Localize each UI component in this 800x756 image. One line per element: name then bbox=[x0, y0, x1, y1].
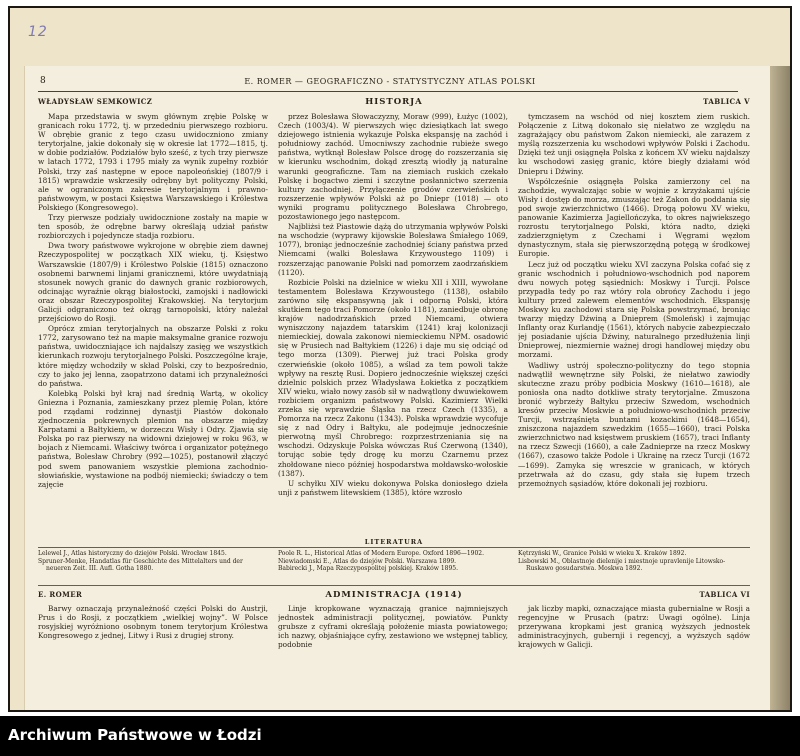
paragraph: Kolebką Polski był kraj nad średnią Wartą, w okolicy Gniezna i Poznania, zamieszkany przez plemię Polan, które pod rządami rodzinnej dynastji Piastów dokonało zjednoczenia pokrewnych plemion na obszarze między Karpatami a Bałtykiem, w dorzeczu Wisły i Odry. Zjawia się Polska po raz pierwszy na widowni dziejowej w roku 963, w bojach z Niemcami. Właściwy twórca i organizator potężnego państwa, Bolesław Chrobry (992—1025), postanowił złączyć pod swem panowaniem wszystkie plemiona zachodnio-słowiańskie, wystawione na podbój niemiecki; świadczy o tem zajęcie bbox=[38, 388, 268, 489]
literature-entry: Babirecki J., Mapa Rzeczypospolitej polskiej. Kraków 1895. bbox=[278, 565, 459, 573]
literature-entry: Poole R. L., Historical Atlas of Modern Europe. Oxford 1896—1902. bbox=[278, 550, 485, 557]
page-number: 8 bbox=[40, 76, 47, 86]
running-header bbox=[40, 76, 740, 90]
paragraph: Współcześnie osiągnęła Polska zamierzony cel na zachodzie, wywalczając sobie w wojnie z krzyżakami ujście Wisły i dostęp do morza, zmuszając też Zakon do poddania się pod swoje zwierzchnictwo (1466). Drogą połowu XV wieku, panowanie Kazimierza Jagiellończyka, to okres najwiekszego rozrostu terytorjalnego Polski, która nadto, dzięki zadzierzgniętym z Czechami i Węgrami węzłom dynastycznym, stała się pierwszorzędną potęgą w środkowej Europie. bbox=[518, 176, 750, 259]
paragraph: Barwy oznaczają przynależność części Polski do Austrji, Prus i do Rosji, z początkiem „wielkiej wojny”. W Polsce rosyjskiej wyróżniono osobnym tonem terytorjum Królestwa Kongresowego z jednej, Litwy i Rusi z drugiej strony. bbox=[38, 604, 268, 641]
paragraph: Trzy pierwsze podziały uwidocznione zostały na mapie w ten sposób, że odrębne barwy określają udział państw rozbiorczych i pojedyncze stadja rozbioru. bbox=[38, 213, 268, 241]
section-title: ADMINISTRACJA (1914) bbox=[325, 590, 463, 600]
paragraph: tymczasem na wschód od niej kosztem ziem ruskich. Połączenie z Litwą dokonało się niełatwo ze względu na zagrażający obu państwom Zakon niemiecki, ale zarazem z myślą rozszerzenia ku wschodowi wpływów Polski i Zachodu. Dzięki też unji osiągnęła Polska z końcem XV wieku najdalszy ku wschodowi zasięg granic, które biegły działami wód Dniepru i Dźwiny. bbox=[518, 112, 750, 176]
administracja-column-3 bbox=[518, 604, 750, 662]
paragraph: jak liczby mapki, oznaczające miasta gubernialne w Rosji a regencyjne w Prusach (patrz: Uwagi ogólne). Linja przerywana kropkami jest granicą wyższych jednostek administracyjnych, gubernji i regencyj, a wyższych sądów krajowych w Galicji. bbox=[518, 604, 750, 650]
section-title: HISTORJA bbox=[365, 97, 423, 107]
paragraph: przez Bolesława Słowaczyzny, Moraw (999), Łużyc (1002), Czech (1003/4). W pierwszych więc dziesiątkach lat swego dziejowego istnienia wykazuje Polska ekspansję na zachód i południowy zachód. Umocniwszy zachodnie rubieże swego państwa, wytknął Bolesław Polsce drogę do rozszerzania się w kierunku wschodnim, dokąd zresztą wiodły ją naturalne warunki geograficzne. Tam na ziemiach ruskich czekało Polskę i bogactwo ziemi i szczytne posłannictwo szerzenia kultury zachodniej. Przyłączenie grodów czerwieńskich i rozszerzenie wpływów Polski aż po Dniepr (1018) — oto wyniki programu politycznego Bolesława Chrobrego, pozostawionego jego następcom. bbox=[278, 112, 508, 222]
administracja-column-1 bbox=[38, 604, 268, 662]
header-rule bbox=[38, 91, 738, 92]
literature-title: LITERATURA bbox=[364, 538, 424, 546]
archive-signature: 12 bbox=[28, 24, 48, 40]
literature-rule bbox=[38, 547, 750, 548]
historja-column-1 bbox=[38, 112, 268, 532]
paragraph: Linje kropkowane wyznaczają granice najmniejszych jednostek administracji politycznej, powiatów. Punkty grubsze z cyframi określają położenie miasta powiatowego; ich nazwy, objaśniające cyfry, zestawiono we wstępnej tablicy, podobnie bbox=[278, 604, 508, 650]
section-author: WŁADYSŁAW SEMKOWICZ bbox=[38, 97, 153, 106]
historja-column-2 bbox=[278, 112, 508, 532]
literature-entry: Lisbowski M., Oblastnoje dielenije i miestnoje upravlenije Litowsko-Ruskawo gosudarstwa. Moskwa 1892. bbox=[518, 557, 726, 573]
literature-entry: Spruner-Menke, Handatlas für Geschichte des Mittelalters und der neueren Zeit. III. Aufl. Gotha 1880. bbox=[38, 557, 243, 573]
paragraph: U schyłku XIV wieku dokonywa Polska doniosłego dzieła unji z państwem litewskiem (1385), które wzrosło bbox=[278, 478, 508, 497]
literature-entry: Kętrzyński W., Granice Polski w wieku X. Kraków 1892. bbox=[518, 550, 687, 557]
paragraph: Mapa przedstawia w swym głównym zrębie Polskę w granicach roku 1772, tj. w przededniu pierwszego rozbioru. W obrębie granic z tego czasu uwidoczniono zmiany terytorjalne, jakie dokonały się w okresie lat 1772—1815, tj. w dobie podziałów. Podziałów było sześć, z tych trzy pierwsze w latach 1772, 1793 i 1795 miały za wynik zupełny rozbiór Polski, trzy zaś następne w epoce napoleońskiej (1807/9 i 1815) wprawdzie wskrzesiły odrębny byt polityczny Polski, ale w ograniczonym zakresie terytorjalnym i prawno-państwowym, w postaci Księstwa Warszawskiego i Królestwa Polskiego (Kongresowego). bbox=[38, 112, 268, 212]
section-administracja-heading bbox=[38, 590, 750, 602]
table-label: TABLICA VI bbox=[699, 590, 750, 599]
literature-column-2 bbox=[278, 550, 508, 584]
paragraph: Wadliwy ustrój społeczno-polityczny do tego stopnia nadwątlił wewnętrzne siły Polski, że niełatwo zawiodły skuteczne zrazu próby podbicia Moskwy (1610—1618), ale poniosła ona nadto dotkliwe straty terytorjalne. Zmuszona bronić wybrzeży Bałtyku przeciw Szwedom, wschodnich kresów przeciw Moskwie a południowo-wschodnich przeciw Turcji, wstrząśnięta buntami kozackimi (1648—1654), zniszczona najazdem szwedzkim (1655—1660), traci Polska zwierzchnictwo nad księstwem pruskiem (1657), traci Inflanty na rzecz Szwecji (1660), a całe Zadnieprze na rzecz Moskwy (1667), czasowo także Podole i Ukrainę na rzecz Turcji (1672—1699). Zamyka się wreszcie w granicach, w których przetrwała aż do czasu, gdy stała się łupem trzech przemożnych sąsiadów, które dokonali jej rozbioru. bbox=[518, 360, 750, 488]
literature-bottom-rule bbox=[38, 585, 750, 586]
paragraph: Najbliżsi też Piastowie dążą do utrzymania wpływów Polski na wschodzie (wyprawy kijowskie Bolesława Śmiałego 1069, 1077), broniąc jednocześnie zachodniej ściany państwa przed Niemcami (walki Bolesława Krzywoustego 1109) i rozszerzając panowanie Polski nad pomorzem zaodrzańskiem (1120). bbox=[278, 222, 508, 277]
section-historja-heading bbox=[38, 97, 750, 109]
archive-label: Archiwum Państwowe w Łodzi bbox=[8, 726, 262, 744]
administracja-column-2 bbox=[278, 604, 508, 662]
historja-column-3 bbox=[518, 112, 750, 532]
header-title: E. ROMER — GEOGRAFICZNO - STATYSTYCZNY ATLAS POLSKI bbox=[244, 77, 536, 86]
literature-column-3 bbox=[518, 550, 750, 584]
literature-column-1 bbox=[38, 550, 268, 584]
literature-entry: Niewiadomski E., Atlas do dziejów Polski. Warszawa 1899. bbox=[278, 557, 457, 565]
paragraph: Lecz już od początku wieku XVI zaczyna Polska cofać się z granic wschodnich i południowo-wschodnich pod naporem dwu nowych potęg sąsiednich: Moskwy i Turcji. Polsce przypadła tedy po raz wtóry rola obrońcy Zachodu i jego kultury przed zalewem elementów wschodnich. Ekspansję Moskwy ku zachodowi stara się Polska powstrzymać, broniąc twarzy między Dźwiną a Dnieprem (Smoleńsk) i zajmując Inflanty oraz Kurlandję (1561), których nabycie zabezpieczało jej posiadanie ujścia Dźwiny, naturalnego przedłużenia linji Dnieprowej, niezmiernie ważnej drogi handlowej między obu morzami. bbox=[518, 259, 750, 360]
table-label: TABLICA V bbox=[703, 97, 750, 106]
literature-entry: Lelewel J., Atlas historyczny do dziejów Polski. Wrocław 1845. bbox=[38, 550, 227, 557]
section-author: E. ROMER bbox=[38, 590, 83, 599]
paragraph: Oprócz zmian terytorjalnych na obszarze Polski z roku 1772, zarysowano też na mapie maksymalne granice rozwoju państwa, uwidoczniające ich najdalszy zasięg we wszystkich kierunkach rozwoju terytorjalnego Polski. Poszczególne kraje, które między wchodziły w skład Polski, czy to bezpośrednio, czy to jako jej lenna, zaopatrzono datami ich przynależności do państwa. bbox=[38, 324, 268, 388]
paragraph: Rozbicie Polski na dzielnice w wieku XII i XIII, wywołane testamentem Bolesława Krzywoustego (1138), osłabiło zarówno siłę ekspansywną jak i odporną Polski, która skutkiem tego traci Pomorze (około 1181), zaniedbuje obronę krajów nadodrzańskich przed Niemcami, otwiera wyniszczony najazdem tatarskim (1241) kraj kolonizacji niemieckiej, dowala zakonowi niemieckiemu NPM. osadowić się w Prusiech nad Bałtykiem (1226) i daje mu się odciąć od tego morza (1309). Pierwej już traci Polska grody czerwieńskie (około 1085), a wślad za tem powoli także wpływy na resztę Rusi. Dopiero jednocześnie większej części dzielnic polskich przez Władysława Łokietka z początkiem XIV wieku, wiało nowy zasób sił w nadwątlony dwuwiekowem rozbiciem organizm państwowy Polski. Kazimierz Wielki zrzeka się wprawdzie Śląska na rzecz Czech (1335), a Pomorza na rzecz Zakonu (1343). Polska wprawdzie wycofuje się z nad Odry i Bałtyku, ale podejmuje jednocześnie pierwotną myśl Chrobrego: rozprzestrzeniania się na wschodzi. Odzyskuje Polska wówczas Ruś Czerwoną (1340), torując sobie tędy drogę ku morzu Czarnemu przez zhołdowane nieco później hospodarstwa mołdawsko-wołoskie (1387). bbox=[278, 277, 508, 478]
archive-watermark-bar bbox=[0, 716, 800, 756]
paragraph: Dwa twory państwowe wykrojone w obrębie ziem dawnej Rzeczypospolitej w początkach XIX wieku, tj. Księstwo Warszawskie (1807/9) i Królestwo Polskie (1815) oznaczono osobnemi barwnemi linjami granicznemi, które uwydatniają stosunek nowych granic do dawnych granic rozbiorowych, odcinając wyraźnie okrąg białostocki, zamojski i nadłowicki oraz obszar Rzeczypospolitej Krakowskiej. Na terytorjum Galicji odgraniczono też okrąg tarnopolski, który należał przejściowo do Rosji. bbox=[38, 241, 268, 324]
binding-strip bbox=[770, 66, 790, 712]
